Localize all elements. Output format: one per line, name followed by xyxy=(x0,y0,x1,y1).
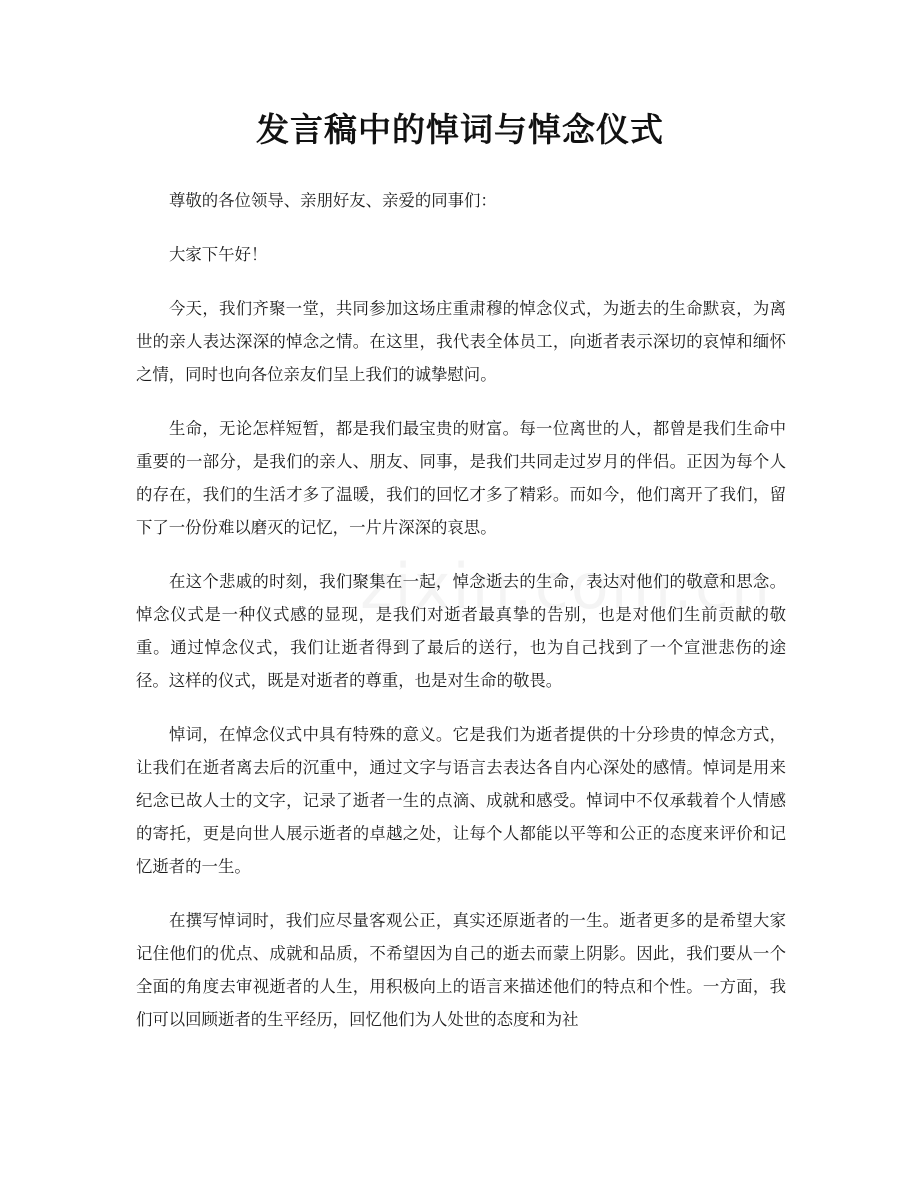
paragraph-writing: 在撰写悼词时，我们应尽量客观公正，真实还原逝者的一生。逝者更多的是希望大家记住他们的优点、成就和品质，不希望因为自己的逝去而蒙上阴影。因此，我们要从一个全面的角度去审视逝者的人生，用积极向上的语言来描述他们的特点和个性。一方面，我们可以回顾逝者的生平经历，回忆他们为人处世的态度和为社 xyxy=(136,911,786,1029)
document-title: 发言稿中的悼词与悼念仪式 xyxy=(256,110,664,149)
paragraph-ceremony: 在这个悲戚的时刻，我们聚集在一起，悼念逝去的生命，表达对他们的敬意和思念。悼念仪式是一种仪式感的显现，是我们对逝者最真挚的告别，也是对他们生前贡献的敬重。通过悼念仪式，我们让逝者得到了最后的送行，也为自己找到了一个宣泄悲伤的途径。这样的仪式，既是对逝者的尊重，也是对生命的敬畏。 xyxy=(136,572,786,690)
paragraph-eulogy: 悼词，在悼念仪式中具有特殊的意义。它是我们为逝者提供的十分珍贵的悼念方式，让我们在逝者离去后的沉重中，通过文字与语言去表达各自内心深处的感情。悼词是用来纪念已故人士的文字，记录了逝者一生的点滴、成就和感受。悼词中不仅承载着个人情感的寄托，更是向世人展示逝者的卓越之处，让每个人都能以平等和公正的态度来评价和记忆逝者的一生。 xyxy=(136,725,786,876)
paragraph-opening: 今天，我们齐聚一堂，共同参加这场庄重肃穆的悼念仪式，为逝去的生命默哀，为离世的亲人表达深深的悼念之情。在这里，我代表全体员工，向逝者表示深切的哀悼和缅怀之情，同时也向各位亲友们呈上我们的诚挚慰问。 xyxy=(136,299,786,384)
paragraph-greeting: 大家下午好！ xyxy=(169,245,268,264)
document-body xyxy=(136,184,786,1057)
paragraph-life: 生命，无论怎样短暂，都是我们最宝贵的财富。每一位离世的人，都曾是我们生命中重要的一部分，是我们的亲人、朋友、同事，是我们共同走过岁月的伴侣。正因为每个人的存在，我们的生活才多了温暖，我们的回忆才多了精彩。而如今，他们离开了我们，留下了一份份难以磨灭的记忆，一片片深深的哀思。 xyxy=(136,419,786,537)
paragraph-salutation: 尊敬的各位领导、亲朋好友、亲爱的同事们： xyxy=(169,191,497,210)
